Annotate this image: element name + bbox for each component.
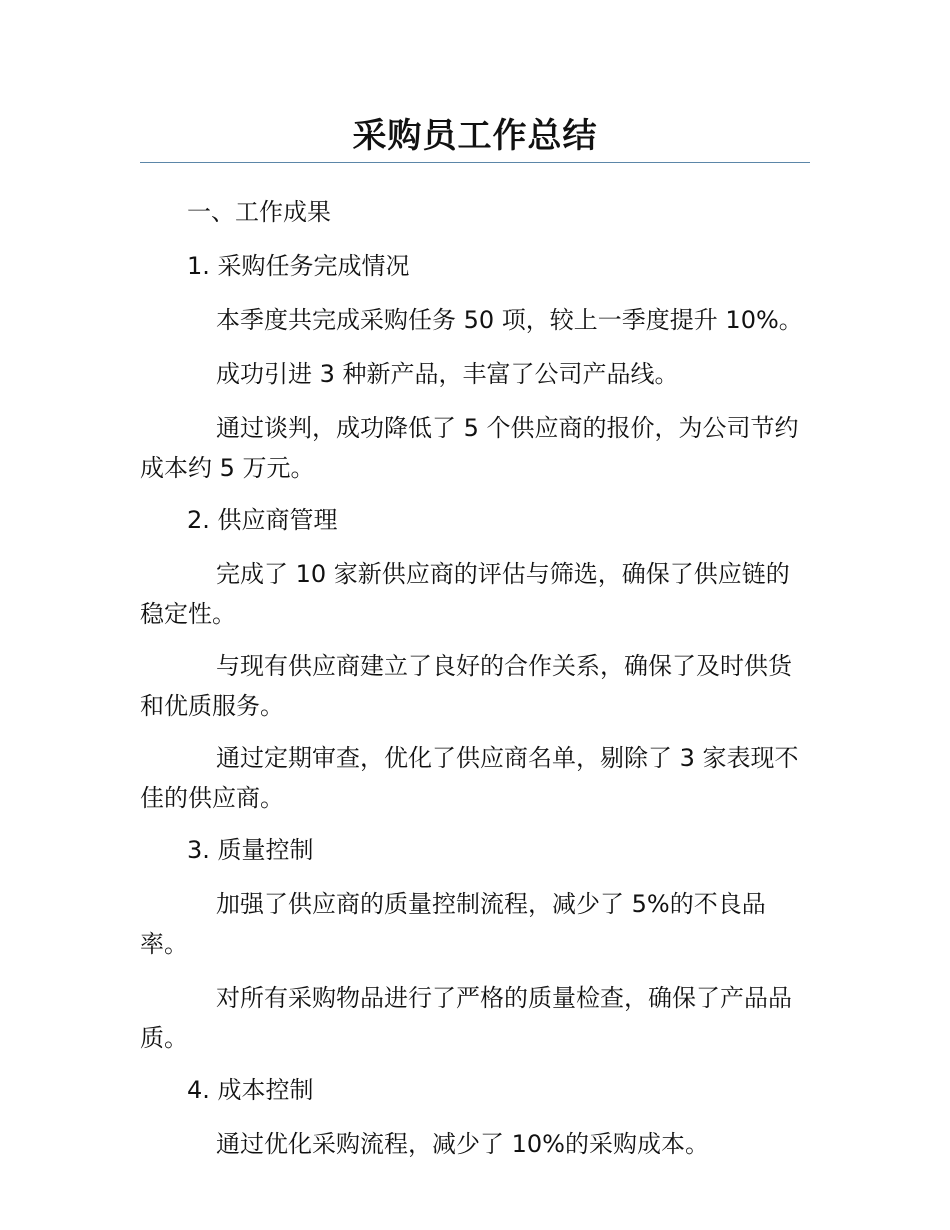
paragraph: 成功引进 3 种新产品，丰富了公司产品线。 <box>216 360 679 388</box>
document-body <box>140 192 812 1178</box>
subheading-quality-control: 3. 质量控制 <box>187 836 314 864</box>
paragraph: 通过定期审查，优化了供应商名单，剔除了 3 家表现不佳的供应商。 <box>140 744 799 812</box>
title-underline <box>140 162 810 163</box>
paragraph: 本季度共完成采购任务 50 项，较上一季度提升 10%。 <box>216 306 803 334</box>
document-title: 采购员工作总结 <box>352 116 598 156</box>
subheading-procurement-tasks: 1. 采购任务完成情况 <box>187 252 410 280</box>
paragraph: 与现有供应商建立了良好的合作关系，确保了及时供货和优质服务。 <box>140 652 792 720</box>
subheading-supplier-management: 2. 供应商管理 <box>187 506 338 534</box>
section-heading-achievements: 一、工作成果 <box>187 198 331 226</box>
paragraph: 对所有采购物品进行了严格的质量检查，确保了产品品质。 <box>140 984 792 1052</box>
paragraph: 加强了供应商的质量控制流程，减少了 5%的不良品率。 <box>140 890 766 958</box>
paragraph: 通过优化采购流程，减少了 10%的采购成本。 <box>216 1130 709 1158</box>
subheading-cost-control: 4. 成本控制 <box>187 1076 314 1104</box>
paragraph: 通过谈判，成功降低了 5 个供应商的报价，为公司节约成本约 5 万元。 <box>140 414 799 482</box>
paragraph: 完成了 10 家新供应商的评估与筛选，确保了供应链的稳定性。 <box>140 560 790 628</box>
